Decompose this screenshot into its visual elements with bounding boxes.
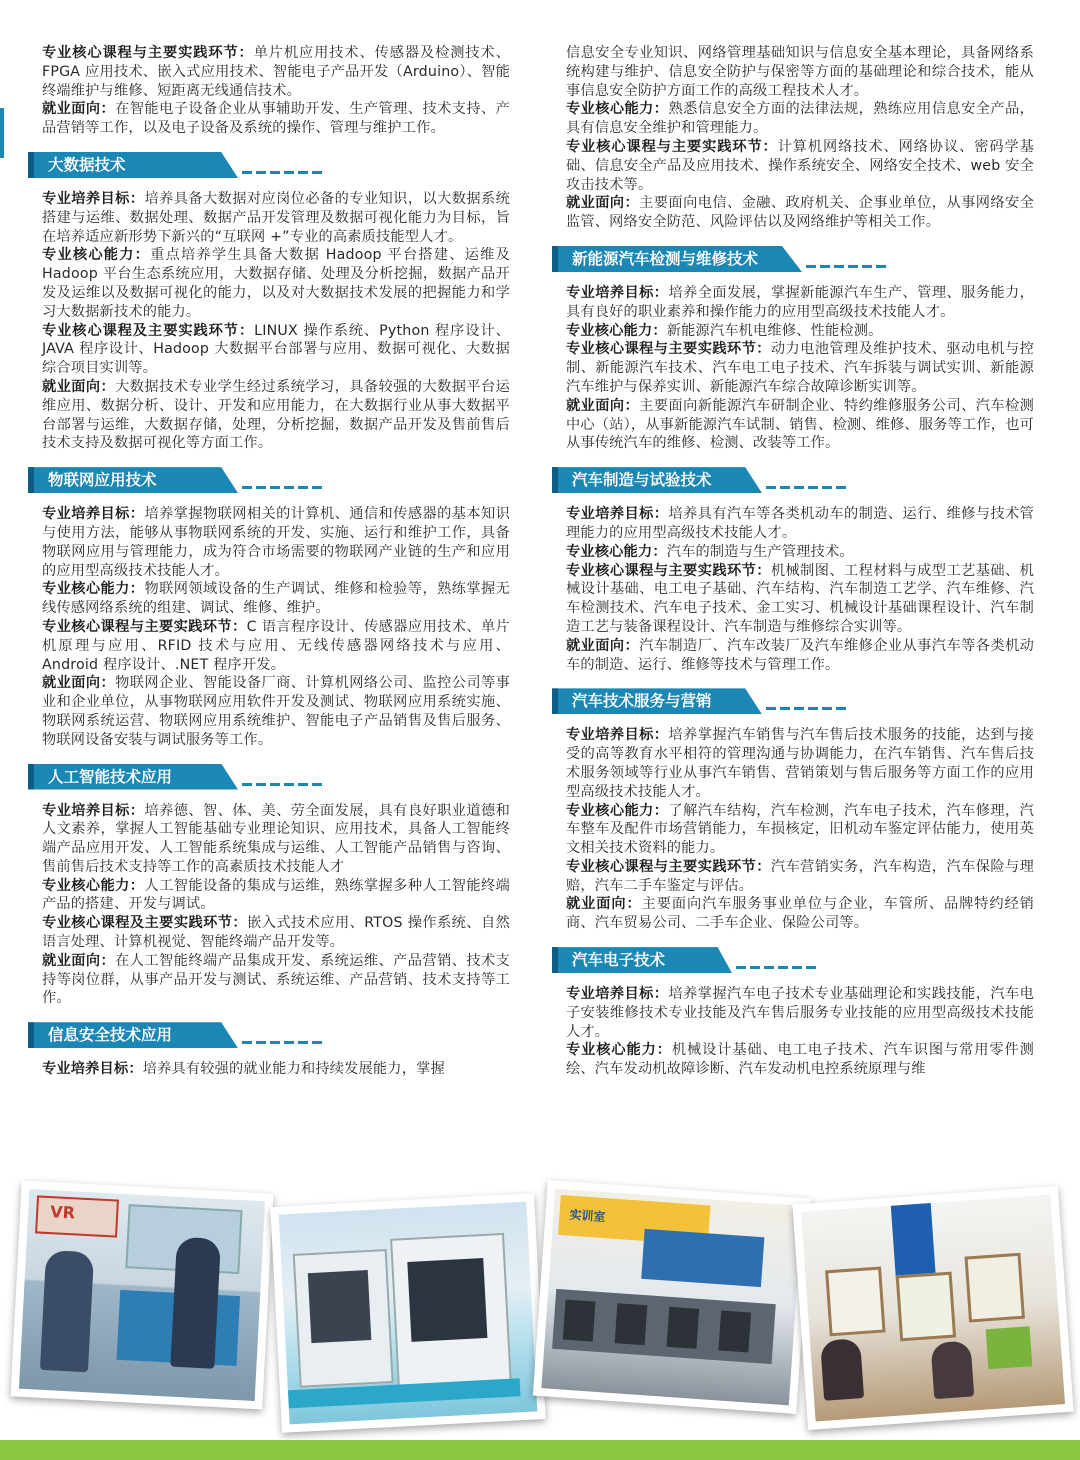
bigdata-goal: 专业培养目标：培养具备大数据对应岗位必备的专业知识，以大数据系统搭建与运维、数据处理、数据产品开发管理及数据可视化能力为目标，旨在培养适应新形势下新兴的“互联网 +”专业的高素质技能型人才。 (42, 190, 510, 245)
auto-mfg-goal: 专业培养目标：培养具有汽车等各类机动车的制造、运行、维修与技术管理能力的应用型高级技术技能人才。 (566, 506, 1034, 541)
auto-service-courses: 专业核心课程与主要实践环节：汽车营销实务，汽车构造，汽车保险与理赔，汽车二手车鉴定与评估。 (566, 858, 1034, 894)
bigdata-jobs: 就业面向：大数据技术专业学生经过系统学习，具备较强的大数据平台运维应用、数据分析、设计、开发和应用能力，在大数据行业从事大数据平台部署与运维，大数据存储，处理，分析挖掘，数据产品开发及售前售后技术支持及数据可视化等方面工作。 (42, 378, 510, 452)
nev-ability: 专业核心能力：新能源汽车机电维修、性能检测。 (566, 322, 883, 339)
section-heading-ai: 人工智能技术应用 (28, 764, 510, 790)
security-goal-continued: 信息安全专业知识、网络管理基础知识与信息安全基本理论，具备网络系统构建与维护、信息安全防护与保密等方面的基础理论和综合技术，能从事信息安全防护方面工作的高级工程技术人才。 (566, 45, 1034, 99)
auto-service-ability: 专业核心能力：了解汽车结构，汽车检测，汽车电子技术，汽车修理，汽车整车及配件市场营销能力，车损核定，旧机动车鉴定评估能力，使用英文相关技术资料的能力。 (566, 802, 1034, 857)
photo-strip (0, 1165, 1080, 1435)
section-heading-security: 信息安全技术应用 (28, 1022, 510, 1048)
auto-elec-ability: 专业核心能力：机械设计基础、电工电子技术、汽车识图与常用零件测绘、汽车发动机故障诊断、汽车发动机电控系统原理与维 (566, 1042, 1034, 1078)
nev-goal: 专业培养目标：培养全面发展，掌握新能源汽车生产、管理、服务能力，具有良好的职业素养和操作能力的应用型高级技术技能人才。 (566, 284, 1034, 320)
auto-elec-goal: 专业培养目标：培养掌握汽车电子技术专业基础理论和实践技能，汽车电子安装维修技术专业技能及汽车售后服务专业技能的应用型高级技术技能人才。 (566, 986, 1034, 1040)
intro-jobs: 就业面向：在智能电子设备企业从事辅助开发、生产管理、技术支持、产品营销等工作，以及电子设备及系统的操作、管理与维护工作。 (42, 101, 510, 137)
section-heading-iot: 物联网应用技术 (28, 467, 510, 493)
section-heading-auto-elec: 汽车电子技术 (552, 947, 1034, 973)
section-heading-nev: 新能源汽车检测与维修技术 (552, 246, 1034, 272)
iot-courses: 专业核心课程与主要实践环节：C 语言程序设计、传感器应用技术、单片机原理与应用、RFID 技术与应用、无线传感器网络技术与应用、Android 程序设计、.NET 程序开发。 (42, 618, 511, 673)
iot-jobs: 就业面向：物联网企业、智能设备厂商、计算机网络公司、监控公司等事业和企业单位，从事物联网应用软件开发及测试、物联网应用系统实施、物联网系统运营、物联网应用系统维护、智能电子产品销售及售后服务、物联网设备安装与调试服务等工作。 (42, 675, 510, 748)
auto-service-jobs: 就业面向：主要面向汽车服务事业单位与企业，车管所、品牌特约经销商、汽车贸易公司、二手车企业、保险公司等。 (566, 896, 1034, 932)
ai-jobs: 就业面向：在人工智能终端产品集成开发、系统运维、产品营销、技术支持等岗位群，从事产品开发与测试、系统运维、产品营销、技术支持等工作。 (42, 952, 510, 1007)
nev-courses: 专业核心课程与主要实践环节：动力电池管理及维护技术、驱动电机与控制、新能源汽车技术、汽车电工电子技术、汽车拆装与调试实训、新能源汽车维护与保养实训、新能源汽车综合故障诊断实训等。 (566, 341, 1034, 395)
nev-jobs: 就业面向：主要面向新能源汽车研制企业、特约维修服务公司、汽车检测中心（站），从事新能源汽车试制、销售、检测、维修、服务等工作，也可从事传统汽车的维修、检测、改装等工作。 (566, 397, 1034, 452)
intro-courses: 专业核心课程与主要实践环节：单片机应用技术、传感器及检测技术、FPGA 应用技术、嵌入式应用技术、智能电子产品开发（Arduino）、智能终端维护与维修、短距离无线通信技术。 (42, 45, 510, 99)
iot-ability: 专业核心能力：物联网领域设备的生产调试、维修和检验等，熟练掌握无线传感网络系统的组建、调试、维修、维护。 (42, 581, 510, 617)
bigdata-ability: 专业核心能力：重点培养学生具备大数据 Hadoop 平台搭建、运维及 Hadoop 平台生态系统应用，大数据存储、处理及分析挖掘，数据产品开发及运维以及数据可视化的能力，以及对大数据技术发展的把握能力和学习大数据新技术的能力。 (42, 247, 511, 320)
ai-goal: 专业培养目标：培养德、智、体、美、劳全面发展，具有良好职业道德和人文素养，掌握人工智能基础专业理论知识、应用技术，具备人工智能终端产品应用开发、人工智能系统集成与运维、人工智能产品销售与咨询、售前售后技术支持等工作的高素质技术技能人才 (42, 802, 510, 875)
right-column (566, 0, 1034, 1079)
auto-mfg-ability: 专业核心能力：汽车的制造与生产管理技术。 (566, 543, 854, 560)
ai-ability: 专业核心能力：人工智能设备的集成与运维，熟练掌握多种人工智能终端产品的搭建、开发与调试。 (42, 877, 510, 913)
security-courses: 专业核心课程与主要实践环节：计算机网络技术、网络协议、密码学基础、信息安全产品及应用技术、操作系统安全、网络安全技术、web 安全攻击技术等。 (566, 138, 1034, 193)
ai-courses: 专业核心课程及主要实践环节：嵌入式技术应用、RTOS 操作系统、自然语言处理、计算机视觉、智能终端产品开发等。 (42, 915, 510, 951)
auto-service-goal: 专业培养目标：培养掌握汽车销售与汽车售后技术服务的技能，达到与接受的高等教育水平相符的管理沟通与协调能力，在汽车销售、汽车售后技术服务领域等行业从事汽车销售、营销策划与售后服务等方面工作的应用型高级技术技能人才。 (566, 727, 1034, 800)
photo-cnc-workshop (270, 1193, 545, 1433)
security-goal: 专业培养目标：培养具有较强的就业能力和持续发展能力，掌握 (42, 1061, 445, 1078)
left-column (42, 0, 510, 1079)
iot-goal: 专业培养目标：培养掌握物联网相关的计算机、通信和传感器的基本知识与使用方法，能够从事物联网系统的开发、实施、运行和维护工作，具备物联网应用与管理能力，成为符合市场需要的物联网产业链的生产和应用的应用型高级技术技能人才。 (42, 506, 510, 579)
section-heading-auto-service: 汽车技术服务与营销 (552, 688, 1034, 714)
auto-mfg-jobs: 就业面向：汽车制造厂、汽车改装厂及汽车维修企业从事汽车等各类机动车的制造、运行、维修等技术与管理工作。 (566, 637, 1034, 673)
bigdata-courses: 专业核心课程及主要实践环节：LINUX 操作系统、Python 程序设计、JAVA 程序设计、Hadoop 大数据平台部署与应用、数据可视化、大数据综合项目实训等。 (42, 322, 510, 377)
auto-mfg-courses: 专业核心课程与主要实践环节：机械制图、工程材料与成型工艺基础、机械设计基础、电工电子基础、汽车结构、汽车制造工艺学、汽车维修、汽车检测技术、汽车电子技术、金工实习、机械设计基础课程设计、汽车制造工艺与装备课程设计、汽车制造与维修综合实训等。 (566, 562, 1034, 635)
footer-green-bar (0, 1440, 1080, 1460)
photo-art-studio (792, 1186, 1073, 1430)
photo-training-room: 实训室 (533, 1180, 811, 1414)
security-ability: 专业核心能力：熟悉信息安全方面的法律法规，熟练应用信息安全产品，具有信息安全维护和管理能力。 (566, 101, 1034, 137)
photo-vr-lab: VR (11, 1181, 274, 1410)
section-heading-auto-mfg: 汽车制造与试验技术 (552, 467, 1034, 493)
section-heading-bigdata: 大数据技术 (28, 152, 510, 178)
page-edge-tab (0, 108, 4, 158)
security-jobs: 就业面向：主要面向电信、金融、政府机关、企事业单位，从事网络安全监管、网络安全防范、风险评估以及网络维护等相关工作。 (566, 195, 1034, 231)
